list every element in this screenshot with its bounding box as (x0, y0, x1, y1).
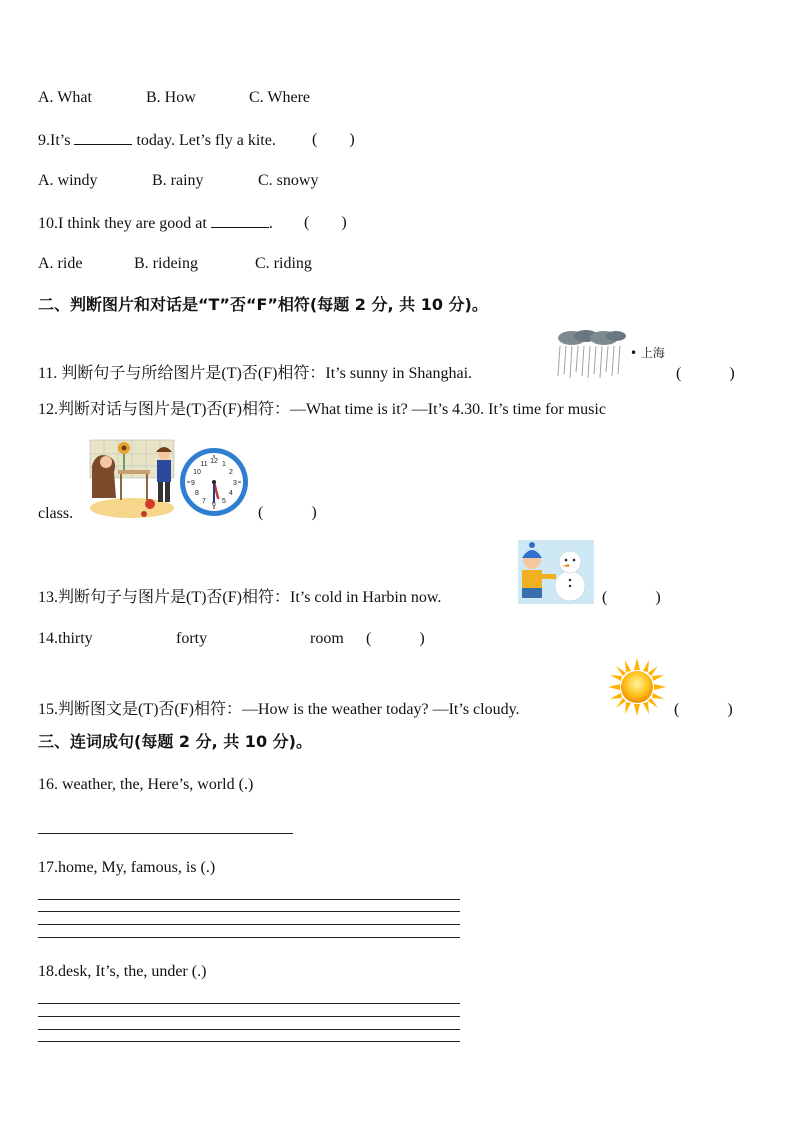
section-3-title: 三、连词成句(每题 2 分, 共 10 分)。 (38, 732, 312, 751)
q17-answer-line-3[interactable] (38, 924, 460, 925)
q8-option-a: A. What (38, 89, 92, 106)
clock-number-8: 8 (195, 490, 199, 497)
q18-answer-line-3[interactable] (38, 1029, 460, 1030)
q9-option-a: A. windy (38, 172, 98, 189)
q9-option-c: C. snowy (258, 172, 319, 189)
sun-icon (608, 658, 666, 716)
q14-word-2: forty (176, 630, 208, 647)
q10-blank[interactable] (211, 213, 269, 228)
q11-answer-paren[interactable]: ( ) (676, 365, 735, 382)
q14-answer-paren[interactable]: ( ) (366, 630, 425, 647)
q15-question: 15.判断图文是(T)否(F)相符：—How is the weather today? —It’s cloudy. (38, 701, 520, 718)
clock-number-2: 2 (229, 469, 233, 476)
q18-answer-line-4[interactable] (38, 1041, 460, 1042)
q10-question (38, 213, 273, 234)
clock-number-11: 11 (200, 461, 208, 468)
q13-question: 13.判断句子与图片是(T)否(F)相符：It’s cold in Harbin now. (38, 589, 442, 606)
clock-number-1: 1 (222, 461, 226, 468)
q10-answer-paren[interactable]: ( ) (304, 214, 347, 231)
clock-number-10: 10 (193, 469, 201, 476)
clock-number-4: 4 (229, 490, 233, 497)
snowman-picture (518, 540, 594, 604)
section-2-title: 二、判断图片和对话是“T”否“F”相符(每题 2 分, 共 10 分)。 (38, 295, 488, 314)
q18-answer-line-2[interactable] (38, 1016, 460, 1017)
clock-number-3: 3 (233, 480, 237, 487)
q8-option-c: C. Where (249, 89, 311, 106)
q16-answer-line[interactable] (38, 833, 293, 834)
map-label-shanghai: • 上海 (630, 346, 665, 360)
q15-answer-paren[interactable]: ( ) (674, 701, 733, 718)
clock-icon (178, 446, 250, 518)
q9-option-b: B. rainy (152, 172, 204, 189)
music-class-picture (84, 436, 180, 520)
q17-answer-line-4[interactable] (38, 937, 460, 938)
q14-word-1: 14.thirty (38, 630, 93, 647)
q10-option-b: B. rideing (134, 255, 198, 272)
q14-word-3: room (310, 630, 344, 647)
q9-answer-paren[interactable]: ( ) (312, 131, 355, 148)
q12-answer-paren[interactable]: ( ) (258, 504, 317, 521)
clock-number-7: 7 (202, 498, 206, 505)
q10-suffix: . (268, 215, 273, 232)
q17-answer-line-2[interactable] (38, 911, 460, 912)
q8-option-b: B. How (146, 89, 196, 106)
clock-number-12: 12 (210, 458, 218, 465)
q18-answer-line-1[interactable] (38, 1003, 460, 1004)
clock-number-9: 9 (191, 480, 195, 487)
clock-number-5: 5 (222, 498, 226, 505)
q9-suffix: today. Let’s fly a kite. (136, 132, 276, 149)
q12-question-continued: class. (38, 505, 74, 522)
q9-blank[interactable] (74, 130, 132, 145)
q17-answer-line-1[interactable] (38, 899, 460, 900)
q11-question: 11. 判断句子与所给图片是(T)否(F)相符：It’s sunny in Shanghai. (38, 365, 473, 382)
q10-prefix: 10.I think they are good at (38, 215, 207, 232)
q10-option-c: C. riding (255, 255, 312, 272)
q9-prefix: 9.It’s (38, 132, 71, 149)
q18-question: 18.desk, It’s, the, under (.) (38, 963, 207, 980)
q10-option-a: A. ride (38, 255, 83, 272)
q12-question: 12.判断对话与图片是(T)否(F)相符：—What time is it? —It’s 4.30. It’s time for music (38, 401, 606, 418)
q17-question: 17.home, My, famous, is (.) (38, 859, 216, 876)
q9-question (38, 130, 276, 151)
q16-question: 16. weather, the, Here’s, world (.) (38, 776, 254, 793)
q13-answer-paren[interactable]: ( ) (602, 589, 661, 606)
clock-number-6: 6 (212, 501, 216, 508)
